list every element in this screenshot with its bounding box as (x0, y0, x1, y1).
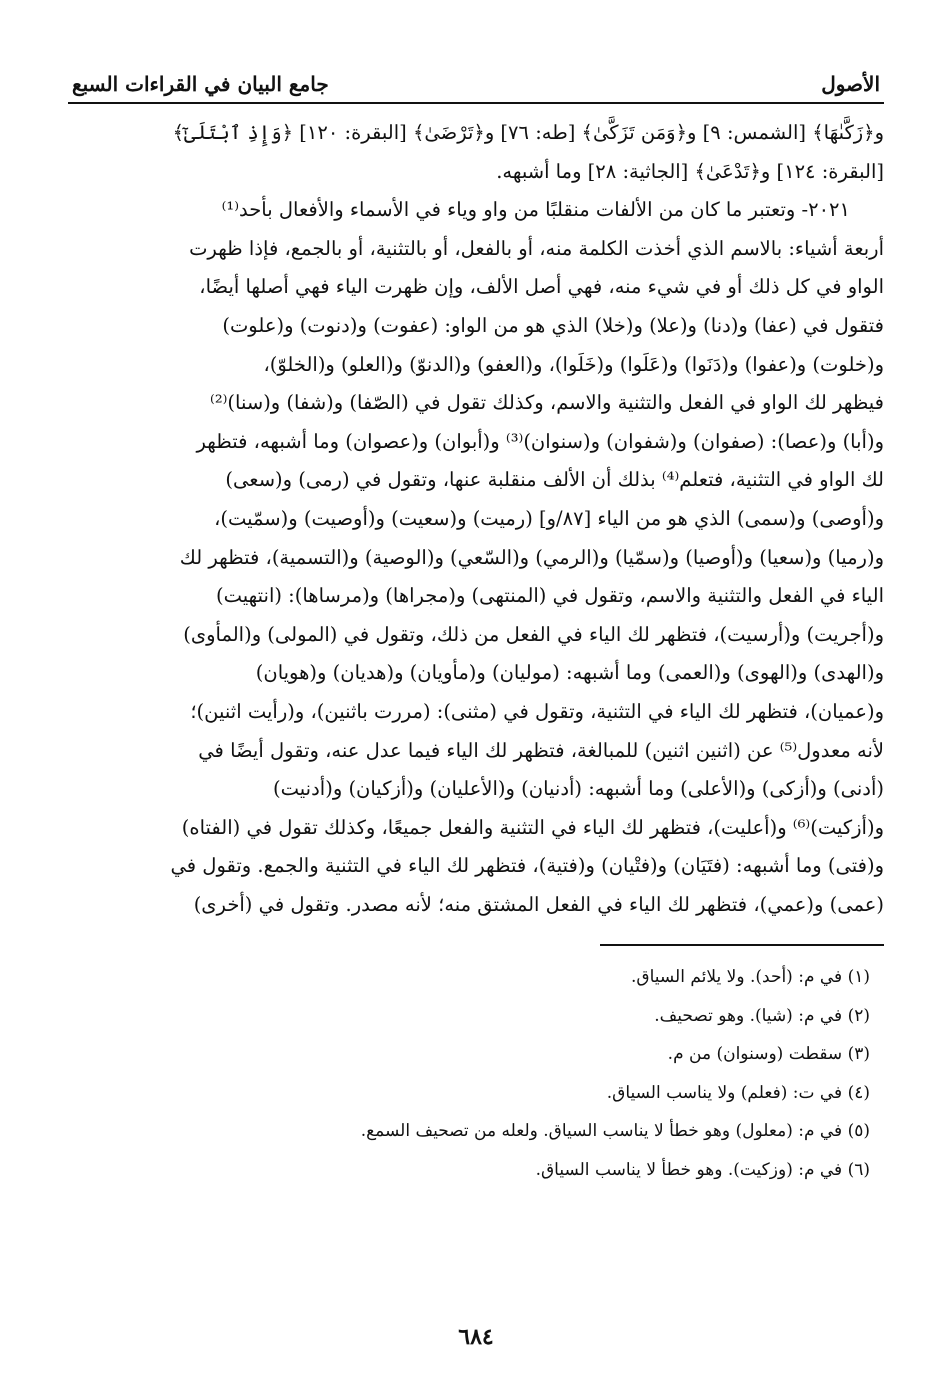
text-line: ٢٠٢١- وتعتبر ما كان من الألفات منقلبًا من واو وياء في الأسماء والأفعال بأحد⁽¹⁾ (221, 198, 850, 222)
text-line: أربعة أشياء: بالاسم الذي أخذت الكلمة منه، أو بالفعل، أو بالتثنية، أو بالجمع، فإذا ظهرت (189, 236, 884, 260)
page-number: ٦٨٤ (458, 1324, 494, 1350)
footnote: (٢) في م: (شيا). وهو تصحيف. (654, 1005, 870, 1026)
text-line: الياء في الفعل والتثنية والاسم، وتقول في (المنتهى) و(مجراها) و(مرساها): (انتهيت) (216, 584, 884, 608)
running-header (68, 62, 884, 102)
text-line: فيظهر لك الواو في الفعل والتثنية والاسم، وكذلك تقول في (الصّفا) و(شفا) و(سنا)⁽²⁾ (210, 391, 884, 415)
text-line: و﴿زَكَّىٰهَا﴾ [الشمس: ٩] و﴿وَمَن تَزَكَّىٰ﴾ [طه: ٧٦] و﴿تَرْضَىٰ﴾ [البقرة: ١٢٠] ﴿وَإِذِ ٱبْتَلَىٰٓ﴾ (172, 121, 884, 144)
text-line: و(أجريت) و(أرسيت)، فتظهر لك الياء في الفعل من ذلك، وتقول في (المولى) و(المأوى) (183, 622, 884, 646)
text-line: (عمى) و(عمي)، فتظهر لك الياء في الفعل المشتق منه؛ لأنه مصدر. وتقول في (أخرى) (193, 892, 884, 916)
text-line: لأنه معدول⁽⁵⁾ عن (اثنين اثنين) للمبالغة، فتظهر لك الياء فيما عدل عنه، وتقول أيضًا في (198, 738, 884, 762)
footnote: (١) في م: (أحد). ولا يلائم السياق. (630, 967, 870, 988)
text-line: و(أوصى) و(سمى) الذي هو من الياء [٨٧/و] (رميت) و(سعيت) و(أوصيت) و(سمّيت)، (214, 506, 884, 530)
text-line: فتقول في (عفا) و(دنا) و(علا) و(خلا) الذي هو من الواو: (عفوت) و(دنوت) و(علوت) (222, 313, 884, 337)
footnote-separator (600, 944, 884, 946)
text-line: و(عميان)، فتظهر لك الياء في التثنية، وتقول في (مثنى): (مررت باثنين)، و(رأيت اثنين)؛ (190, 699, 884, 723)
footnote: (٥) في م: (معلول) وهو خطأ لا يناسب السياق. ولعله من تصحيف السمع. (360, 1121, 870, 1142)
text-line: لك الواو في التثنية، فتعلم⁽⁴⁾ بذلك أن الألف منقلبة عنها، وتقول في (رمى) و(سعى) (225, 468, 884, 492)
book-page (68, 62, 884, 1382)
footnote: (٤) في ت: (فعلم) ولا يناسب السياق. (606, 1082, 870, 1103)
text-line: الواو في كل ذلك أو في شيء منه، فهي أصل الألف، وإن ظهرت الياء فهي أصلها أيضًا، (199, 275, 884, 299)
text-line: و(الهدى) و(الهوى) و(العمى) وما أشبهه: (موليان) و(مأويان) و(هديان) و(هويان) (255, 661, 884, 685)
footnotes (68, 958, 884, 1189)
book-title: جامع البيان في القراءات السبع (72, 72, 329, 96)
footnote: (٦) في م: (وزكيت). وهو خطأ لا يناسب السياق. (535, 1159, 870, 1180)
main-text (68, 114, 884, 924)
text-line: (أدنى) و(أزكى) و(الأعلى) وما أشبهه: (أدنيان) و(الأعليان) و(أزكيان) و(أدنيت) (273, 777, 884, 801)
text-line: و(أبا) و(عصا): (صفوان) و(شفوان) و(سنوان)⁽³⁾ و(أبوان) و(عصوان) وما أشبهه، فتظهر (196, 429, 884, 453)
text-line: [البقرة: ١٢٤] و﴿تَدْعَىٰ﴾ [الجاثية: ٢٨] وما أشبهه. (496, 159, 884, 183)
text-line: و(أزكيت)⁽⁶⁾ و(أعليت)، فتظهر لك الياء في التثنية والفعل جميعًا، وكذلك تقول في (الفتاه) (181, 815, 884, 839)
text-line: و(رميا) و(سعيا) و(أوصيا) و(سمّيا) و(الرمي) و(السّعي) و(الوصية) و(التسمية)، فتظهر لك (179, 545, 884, 569)
text-line: و(خلوت) و(عفوا) و(دَنَوا) و(عَلَوا) و(خَلَوا)، و(العفو) و(الدنوّ) و(العلو) و(الخلوّ)، (263, 352, 884, 376)
text-line: و(فتى) وما أشبهه: (فتَيَان) و(فتْيان) و(فتية)، فتظهر لك الياء في التثنية والجمع. وتقول في (170, 854, 884, 878)
header-rule (68, 102, 884, 104)
footnote: (٣) سقطت (وسنوان) من م. (667, 1044, 870, 1065)
section-title: الأصول (821, 72, 880, 96)
